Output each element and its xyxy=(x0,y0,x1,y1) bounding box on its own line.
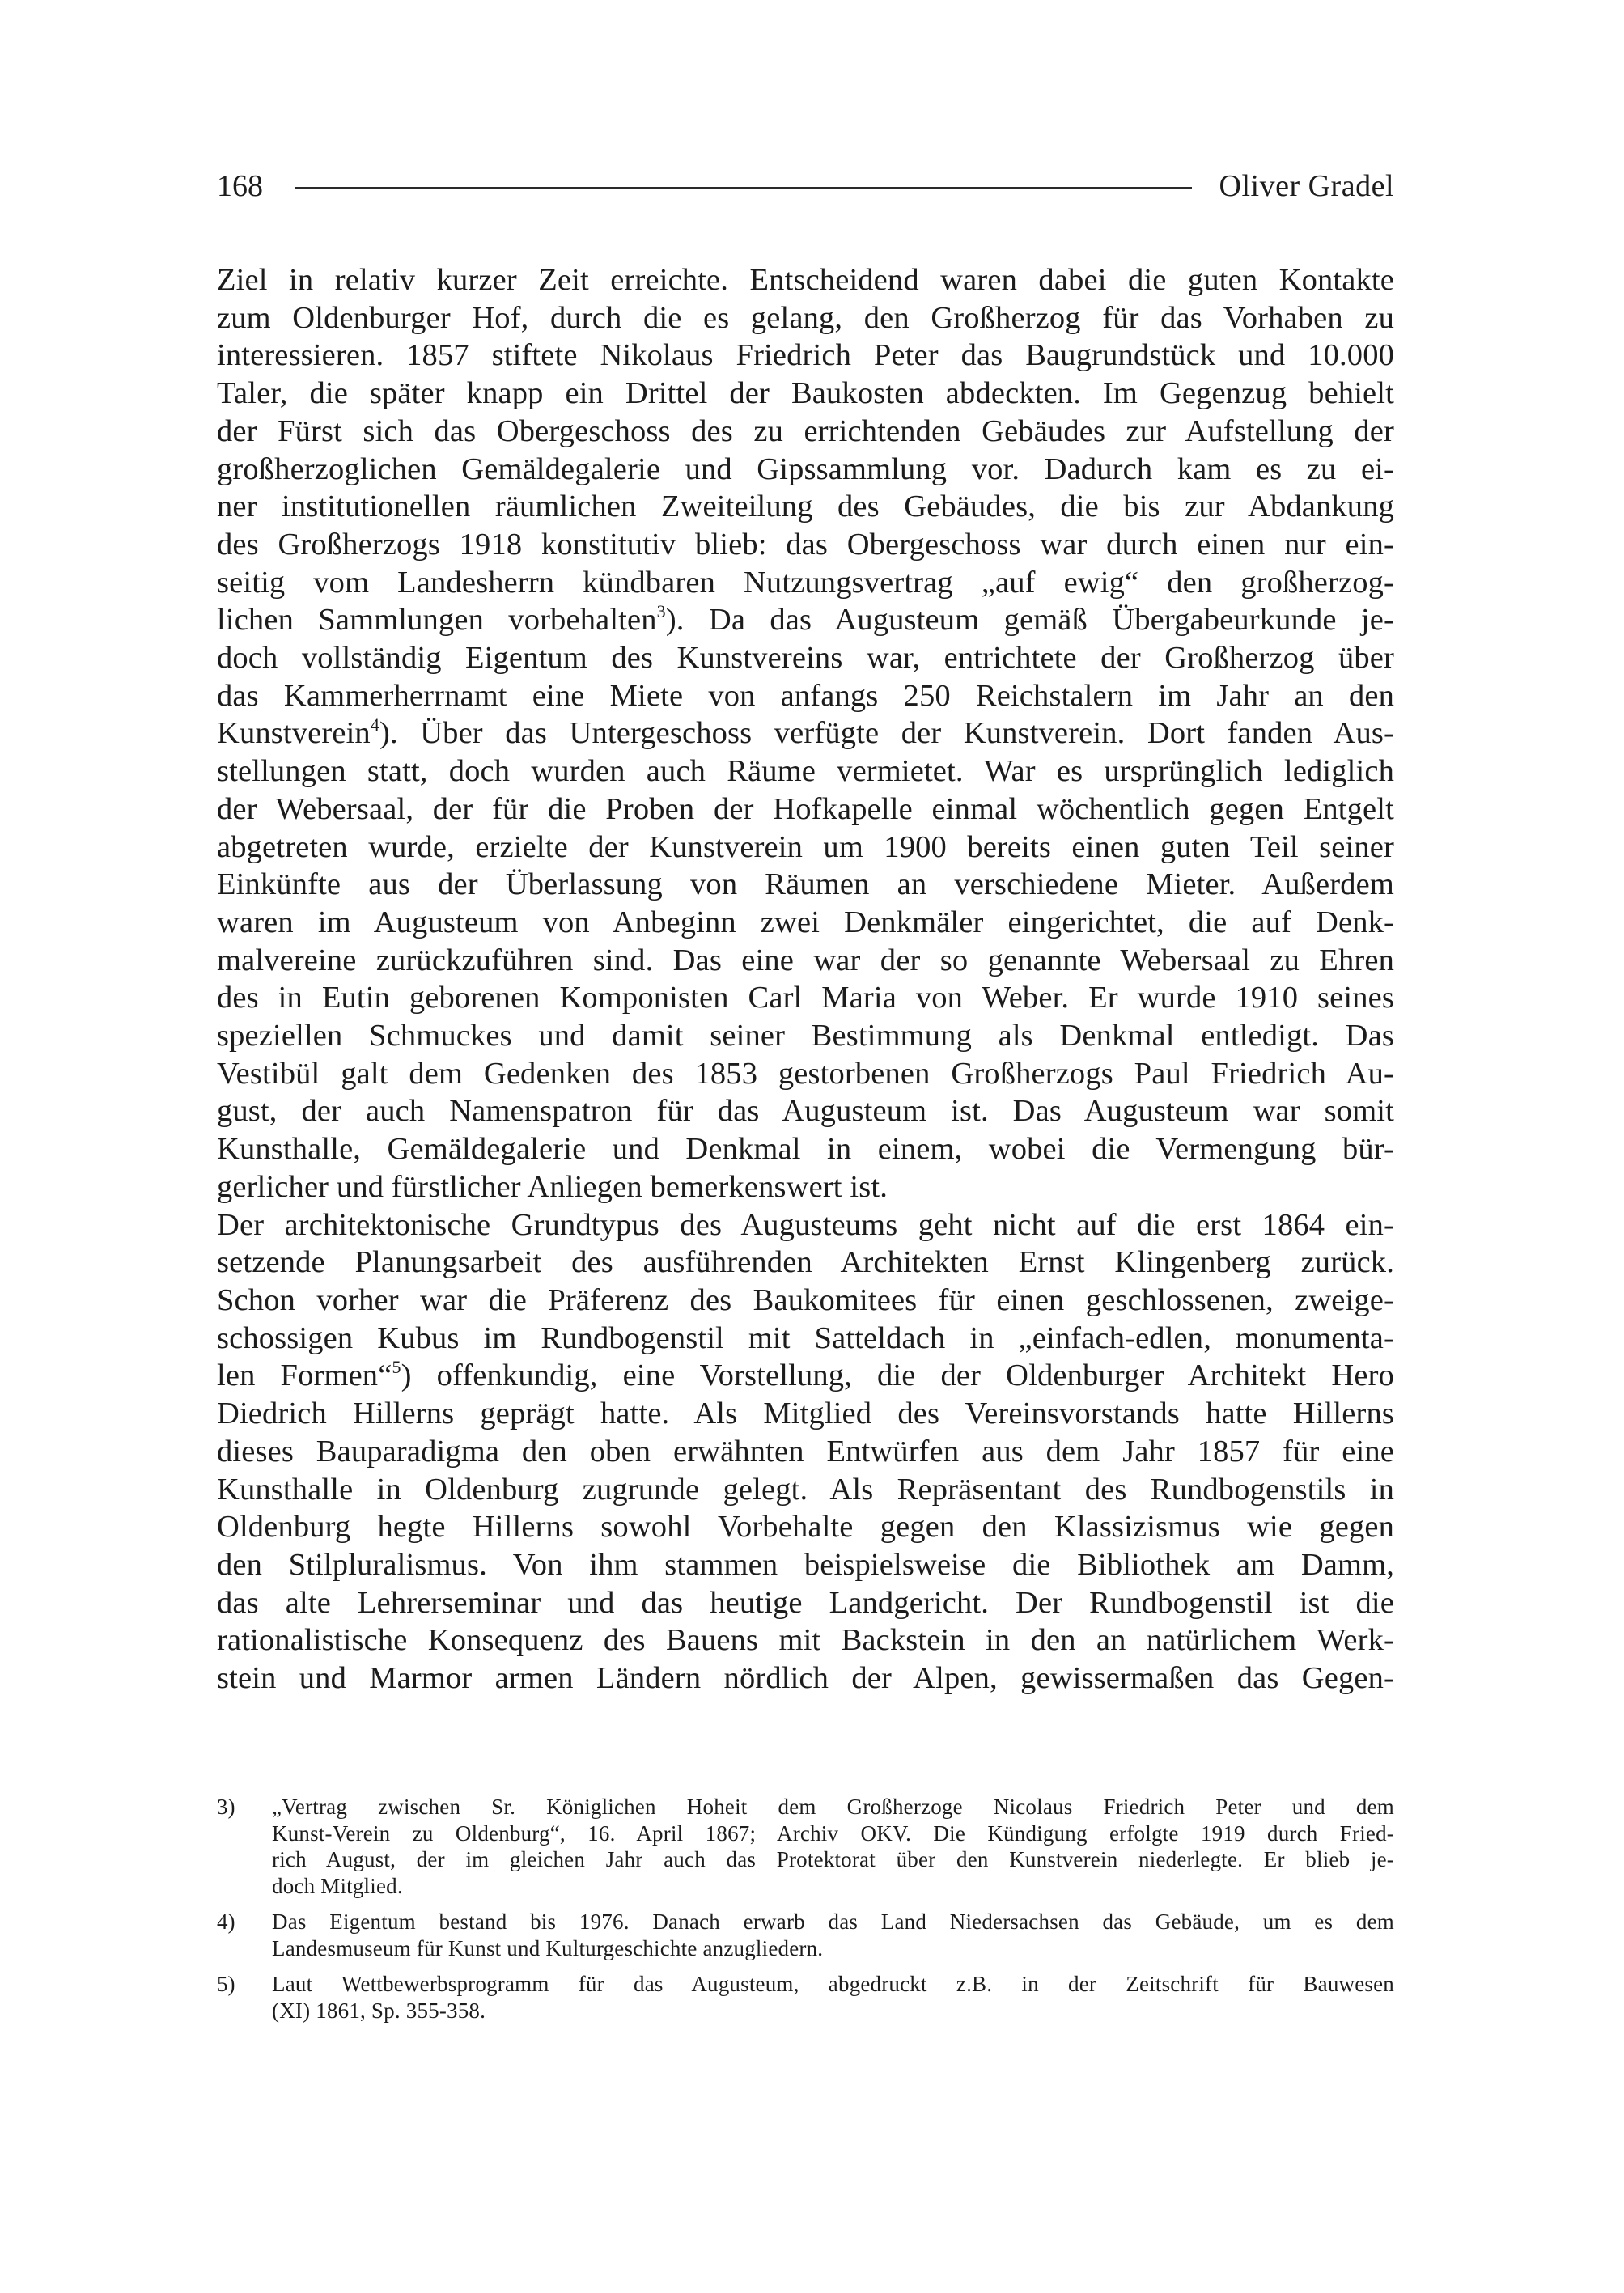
footnote-line: doch Mitglied. xyxy=(272,1873,403,1898)
footnote-ref-5: 5 xyxy=(392,1356,401,1377)
text-line: zum Oldenburger Hof, durch die es gelang, den Großherzog für das Vorhaben zu xyxy=(217,300,1394,335)
text-segment: len Formen“ xyxy=(217,1358,392,1393)
text-segment: ) offenkundig, eine Vorstellung, die der Oldenburger Architekt Hero xyxy=(401,1358,1394,1393)
text-line: der Webersaal, der für die Proben der Hofkapelle einmal wöchentlich gegen Entgelt xyxy=(217,791,1394,826)
footnote-text xyxy=(272,1794,1394,1899)
main-text xyxy=(217,261,1394,1697)
text-segment: ). Über das Untergeschoss verfügte der Kunstverein. Dort fanden Aus- xyxy=(379,716,1394,751)
footnote-5 xyxy=(217,1971,1394,2024)
text-line: gerlicher und fürstlicher Anliegen bemerkenswert ist. xyxy=(217,1169,888,1204)
text-line: seitig vom Landesherrn kündbaren Nutzungsvertrag „auf ewig“ den großherzog- xyxy=(217,565,1394,600)
text-line: Taler, die später knapp ein Drittel der Baukosten abdeckten. Im Gegenzug behielt xyxy=(217,376,1394,411)
footnote-line: Das Eigentum bestand bis 1976. Danach erwarb das Land Niedersachsen das Gebäude, um es dem xyxy=(272,1909,1394,1934)
footnote-4 xyxy=(217,1909,1394,1961)
running-header xyxy=(217,162,1394,210)
footnote-text xyxy=(272,1971,1394,2024)
text-line: rationalistische Konsequenz des Bauens mit Backstein in den an natürlichem Werk- xyxy=(217,1623,1394,1658)
text-line: dieses Bauparadigma den oben erwähnten Entwürfen aus dem Jahr 1857 für eine xyxy=(217,1434,1394,1469)
text-line xyxy=(217,714,1394,752)
footnote-mark: 4) xyxy=(217,1909,235,1934)
text-line: schossigen Kubus im Rundbogenstil mit Satteldach in „einfach-edlen, monumenta- xyxy=(217,1320,1394,1355)
footnote-line: (XI) 1861, Sp. 355-358. xyxy=(272,1998,486,2023)
text-line: großherzoglichen Gemäldegalerie und Gipssammlung vor. Dadurch kam es zu ei- xyxy=(217,451,1394,486)
footnote-3 xyxy=(217,1794,1394,1899)
text-line: interessieren. 1857 stiftete Nikolaus Friedrich Peter das Baugrundstück und 10.000 xyxy=(217,338,1394,373)
footnote-line: rich August, der im gleichen Jahr auch das Protektorat über den Kunstverein niederlegte. Er blieb je- xyxy=(272,1847,1394,1871)
page-number: 168 xyxy=(217,169,263,203)
text-line: des in Eutin geborenen Komponisten Carl Maria von Weber. Er wurde 1910 seines xyxy=(217,981,1394,1015)
text-line xyxy=(217,1357,1394,1395)
text-line xyxy=(217,601,1394,639)
text-line: doch vollständig Eigentum des Kunstvereins war, entrichtete der Großherzog über xyxy=(217,641,1394,676)
text-line: waren im Augusteum von Anbeginn zwei Denkmäler eingerichtet, die auf Denk- xyxy=(217,905,1394,939)
text-line: Diedrich Hillerns geprägt hatte. Als Mitglied des Vereinsvorstands hatte Hillerns xyxy=(217,1397,1394,1431)
text-line: abgetreten wurde, erzielte der Kunstverein um 1900 bereits einen guten Teil seiner xyxy=(217,829,1394,864)
text-line: Einkünfte aus der Überlassung von Räumen an verschiedene Mieter. Außerdem xyxy=(217,867,1394,902)
footnote-ref-4: 4 xyxy=(370,714,379,735)
text-line: Kunsthalle in Oldenburg zugrunde gelegt. Als Repräsentant des Rundbogenstils in xyxy=(217,1472,1394,1507)
text-line: Oldenburg hegte Hillerns sowohl Vorbehalte gegen den Klassizismus wie gegen xyxy=(217,1510,1394,1545)
footnote-line: Landesmuseum für Kunst und Kulturgeschichte anzugliedern. xyxy=(272,1935,824,1960)
text-line: ner institutionellen räumlichen Zweiteilung des Gebäudes, die bis zur Abdankung xyxy=(217,490,1394,524)
footnote-line: Kunst-Verein zu Oldenburg“, 16. April 1867; Archiv OKV. Die Kündigung erfolgte 1919 durch Fried- xyxy=(272,1820,1394,1846)
text-line: den Stilpluralismus. Von ihm stammen beispielsweise die Bibliothek am Damm, xyxy=(217,1547,1394,1582)
footnote-line: Laut Wettbewerbsprogramm für das Augusteum, abgedruckt z.B. in der Zeitschrift für Bauwesen xyxy=(272,1972,1394,1996)
text-line: stellungen statt, doch wurden auch Räume vermietet. War es ursprünglich lediglich xyxy=(217,754,1394,789)
header-rule xyxy=(295,187,1192,189)
text-line: das alte Lehrerseminar und das heutige Landgericht. Der Rundbogenstil ist die xyxy=(217,1585,1394,1620)
text-line: Schon vorher war die Präferenz des Baukomitees für einen geschlossenen, zweige- xyxy=(217,1282,1394,1317)
text-line: des Großherzogs 1918 konstitutiv blieb: das Obergeschoss war durch einen nur ein- xyxy=(217,527,1394,562)
text-line: setzende Planungsarbeit des ausführenden Architekten Ernst Klingenberg zurück. xyxy=(217,1245,1394,1280)
footnote-text xyxy=(272,1909,1394,1961)
text-line: Vestibül galt dem Gedenken des 1853 gestorbenen Großherzogs Paul Friedrich Au- xyxy=(217,1056,1394,1091)
text-segment: ). Da das Augusteum gemäß Übergabeurkunde je- xyxy=(665,603,1394,638)
text-line: der Fürst sich das Obergeschoss des zu errichtenden Gebäudes zur Aufstellung der xyxy=(217,413,1394,448)
footnote-mark: 3) xyxy=(217,1795,235,1819)
footnote-ref-3: 3 xyxy=(656,600,666,621)
text-line: gust, der auch Namenspatron für das Augusteum ist. Das Augusteum war somit xyxy=(217,1094,1394,1129)
text-line: speziellen Schmuckes und damit seiner Bestimmung als Denkmal entledigt. Das xyxy=(217,1019,1394,1053)
footnote-line: „Vertrag zwischen Sr. Königlichen Hoheit dem Großherzoge Nicolaus Friedrich Peter und dem xyxy=(272,1795,1394,1819)
text-segment: Kunstverein xyxy=(217,716,371,751)
text-segment: lichen Sammlungen vorbehalten xyxy=(217,603,657,638)
footnotes xyxy=(217,1794,1394,2033)
text-line: Ziel in relativ kurzer Zeit erreichte. Entscheidend waren dabei die guten Kontakte xyxy=(217,263,1394,297)
text-line: stein und Marmor armen Ländern nördlich der Alpen, gewissermaßen das Gegen- xyxy=(217,1661,1394,1696)
text-line: malvereine zurückzuführen sind. Das eine war der so genannte Webersaal zu Ehren xyxy=(217,943,1394,977)
text-line: das Kammerherrnamt eine Miete von anfangs 250 Reichstalern im Jahr an den xyxy=(217,678,1394,713)
running-author: Oliver Gradel xyxy=(1219,169,1394,203)
footnote-mark: 5) xyxy=(217,1972,235,1996)
text-line: Kunsthalle, Gemäldegalerie und Denkmal in einem, wobei die Vermengung bür- xyxy=(217,1132,1394,1167)
text-line: Der architektonische Grundtypus des Augusteums geht nicht auf die erst 1864 ein- xyxy=(217,1207,1394,1242)
